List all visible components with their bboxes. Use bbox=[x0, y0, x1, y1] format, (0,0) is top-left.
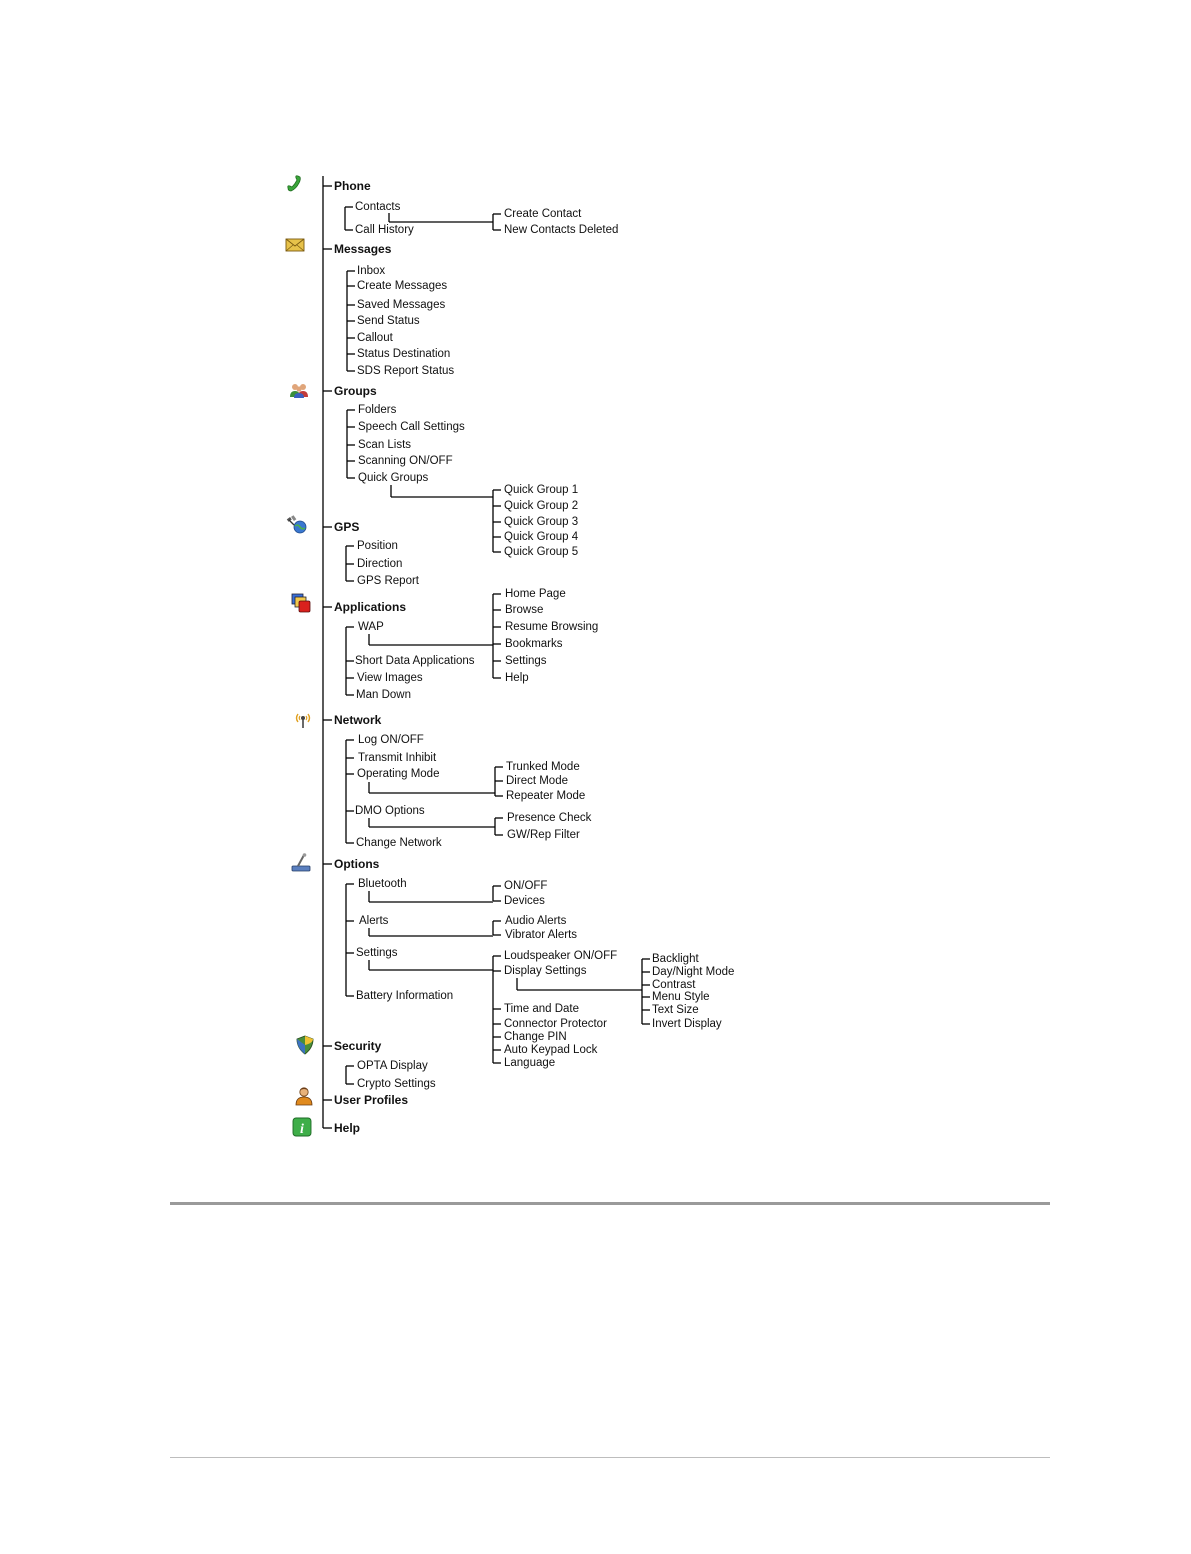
category-label-help: Help bbox=[334, 1121, 361, 1135]
display-settings-sub-item: Contrast bbox=[652, 979, 696, 991]
applications-item: View Images bbox=[357, 672, 423, 684]
messages-item: Inbox bbox=[357, 265, 386, 277]
phone-handset-icon bbox=[283, 172, 305, 194]
gps-item: Direction bbox=[357, 558, 403, 570]
quick-group-item: Quick Group 2 bbox=[504, 500, 579, 512]
contacts-sub-item: Create Contact bbox=[504, 208, 582, 220]
messages-item: SDS Report Status bbox=[357, 365, 455, 377]
satellite-globe-icon bbox=[285, 514, 307, 536]
shield-icon bbox=[294, 1034, 316, 1056]
stacked-windows-icon bbox=[290, 592, 312, 614]
category-label-phone: Phone bbox=[334, 179, 371, 193]
operating-mode-sub-item: Direct Mode bbox=[506, 775, 568, 787]
display-settings-sub-item: Invert Display bbox=[652, 1018, 722, 1030]
bluetooth-sub-item: Devices bbox=[504, 895, 545, 907]
wap-sub-item: Settings bbox=[505, 655, 547, 667]
wap-sub-item: Browse bbox=[505, 604, 544, 616]
quick-group-item: Quick Group 4 bbox=[504, 531, 579, 543]
settings-sub-item: Auto Keypad Lock bbox=[504, 1044, 598, 1056]
display-settings-sub-item: Text Size bbox=[652, 1004, 699, 1016]
operating-mode-sub-item: Repeater Mode bbox=[506, 790, 586, 802]
security-item: OPTA Display bbox=[357, 1060, 428, 1072]
network-item: Transmit Inhibit bbox=[358, 752, 437, 764]
alerts-sub-item: Vibrator Alerts bbox=[505, 929, 578, 941]
settings-sub-item: Connector Protector bbox=[504, 1018, 607, 1030]
settings-sub-item: Display Settings bbox=[504, 965, 587, 977]
applications-item: WAP bbox=[358, 621, 384, 633]
gps-item: GPS Report bbox=[357, 575, 419, 587]
options-item: Battery Information bbox=[356, 990, 454, 1002]
wap-sub-item: Home Page bbox=[505, 588, 566, 600]
page-rule-bottom bbox=[170, 1457, 1050, 1458]
phone-item: Contacts bbox=[355, 201, 401, 213]
network-item: Change Network bbox=[356, 837, 442, 849]
page-rule-top bbox=[170, 1202, 1050, 1205]
network-item: Log ON/OFF bbox=[358, 734, 424, 746]
quick-group-item: Quick Group 1 bbox=[504, 484, 579, 496]
contacts-sub-item: New Contacts Deleted bbox=[504, 224, 619, 236]
operating-mode-sub-item: Trunked Mode bbox=[506, 761, 580, 773]
security-item: Crypto Settings bbox=[357, 1078, 436, 1090]
messages-item: Create Messages bbox=[357, 280, 448, 292]
category-label-security: Security bbox=[334, 1039, 382, 1053]
groups-item: Speech Call Settings bbox=[358, 421, 465, 433]
alerts-sub-item: Audio Alerts bbox=[505, 915, 567, 927]
messages-item: Send Status bbox=[357, 315, 420, 327]
display-settings-sub-item: Backlight bbox=[652, 953, 699, 965]
user-icon bbox=[293, 1085, 315, 1107]
category-label-gps: GPS bbox=[334, 520, 360, 534]
bluetooth-sub-item: ON/OFF bbox=[504, 880, 548, 892]
groups-item: Scan Lists bbox=[358, 439, 412, 451]
messages-item: Status Destination bbox=[357, 348, 451, 360]
category-label-user-profiles: User Profiles bbox=[334, 1093, 409, 1107]
category-label-groups: Groups bbox=[334, 384, 377, 398]
category-label-messages: Messages bbox=[334, 242, 392, 256]
applications-item: Short Data Applications bbox=[355, 655, 475, 667]
groups-item: Quick Groups bbox=[358, 472, 429, 484]
network-item: DMO Options bbox=[355, 805, 425, 817]
groups-item: Scanning ON/OFF bbox=[358, 455, 453, 467]
settings-sub-item: Language bbox=[504, 1057, 556, 1069]
quick-group-item: Quick Group 5 bbox=[504, 546, 579, 558]
settings-sub-item: Change PIN bbox=[504, 1031, 567, 1043]
dmo-options-sub-item: Presence Check bbox=[507, 812, 592, 824]
wap-sub-item: Bookmarks bbox=[505, 638, 563, 650]
quick-group-item: Quick Group 3 bbox=[504, 516, 579, 528]
tools-icon bbox=[290, 852, 312, 874]
dmo-options-sub-item: GW/Rep Filter bbox=[507, 829, 580, 841]
category-label-applications: Applications bbox=[334, 600, 407, 614]
category-label-network: Network bbox=[334, 713, 382, 727]
options-item: Bluetooth bbox=[358, 878, 407, 890]
options-item: Settings bbox=[356, 947, 398, 959]
display-settings-sub-item: Menu Style bbox=[652, 991, 710, 1003]
display-settings-sub-item: Day/Night Mode bbox=[652, 966, 735, 978]
groups-item: Folders bbox=[358, 404, 397, 416]
applications-item: Man Down bbox=[356, 689, 411, 701]
wap-sub-item: Help bbox=[505, 672, 529, 684]
category-label-options: Options bbox=[334, 857, 380, 871]
people-group-icon bbox=[288, 379, 310, 401]
options-item: Alerts bbox=[359, 915, 389, 927]
messages-item: Saved Messages bbox=[357, 299, 446, 311]
wap-sub-item: Resume Browsing bbox=[505, 621, 599, 633]
antenna-signal-icon bbox=[292, 709, 314, 731]
settings-sub-item: Loudspeaker ON/OFF bbox=[504, 950, 618, 962]
network-item: Operating Mode bbox=[357, 768, 440, 780]
gps-item: Position bbox=[357, 540, 398, 552]
messages-item: Callout bbox=[357, 332, 393, 344]
settings-sub-item: Time and Date bbox=[504, 1003, 579, 1015]
phone-item: Call History bbox=[355, 224, 414, 236]
svg-text:i: i bbox=[300, 1122, 304, 1137]
envelope-icon bbox=[284, 234, 306, 256]
help-info-icon bbox=[291, 1116, 313, 1138]
